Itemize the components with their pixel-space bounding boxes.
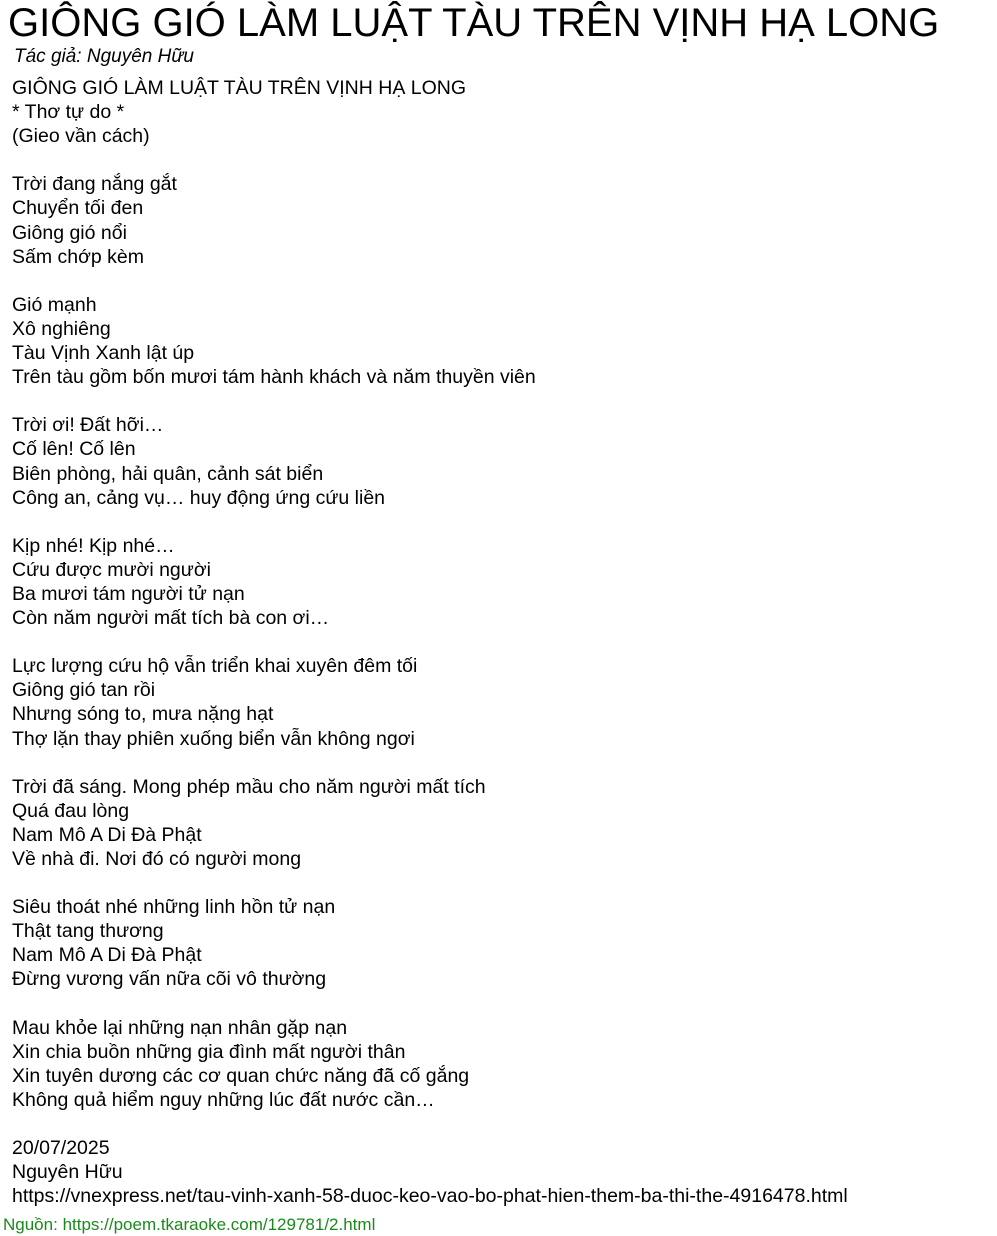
stanza-break bbox=[12, 630, 848, 654]
poem-line: Sấm chớp kèm bbox=[12, 245, 144, 268]
poem-line: Không quả hiểm nguy những lúc đất nước cần… bbox=[12, 1088, 435, 1111]
poem-line: Xin tuyên dương các cơ quan chức năng đã cố gắng bbox=[12, 1064, 470, 1087]
poem-line: Cố lên! Cố lên bbox=[12, 438, 136, 461]
poem-line: Kịp nhé! Kịp nhé… bbox=[12, 534, 175, 557]
stanza-break bbox=[12, 148, 848, 172]
author-line: Tác giả: Nguyên Hữu bbox=[14, 46, 194, 67]
poem-line: Nam Mô A Di Đà Phật bbox=[12, 823, 202, 846]
poem-line: Chuyển tối đen bbox=[12, 197, 144, 220]
poem-line: Giông gió tan rồi bbox=[12, 679, 156, 702]
poem-line: Trên tàu gồm bốn mươi tám hành khách và năm thuyền viên bbox=[12, 366, 536, 389]
stanza-break bbox=[12, 992, 848, 1016]
poem-line: Xin chia buồn những gia đình mất người thân bbox=[12, 1040, 406, 1063]
poem-body bbox=[12, 76, 848, 1208]
stanza-break bbox=[12, 1112, 848, 1136]
poem-line: Trời ơi! Đất hỡi… bbox=[12, 414, 164, 437]
stanza-break bbox=[12, 751, 848, 775]
poem-line: Cứu được mười người bbox=[12, 558, 211, 581]
poem-line: Siêu thoát nhé những linh hồn tử nạn bbox=[12, 896, 336, 919]
poem-line: Giông gió nổi bbox=[12, 221, 127, 244]
poem-line: (Gieo vần cách) bbox=[12, 125, 150, 148]
stanza-break bbox=[12, 269, 848, 293]
poem-line: Lực lượng cứu hộ vẫn triển khai xuyên đêm tối bbox=[12, 655, 418, 678]
source-link[interactable]: https://poem.tkaraoke.com/129781/2.html bbox=[62, 1215, 376, 1234]
stanza-break bbox=[12, 871, 848, 895]
poem-line: GIÔNG GIÓ LÀM LUẬT TÀU TRÊN VỊNH HẠ LONG bbox=[12, 77, 467, 99]
poem-line: Công an, cảng vụ… huy động ứng cứu liền bbox=[12, 486, 386, 509]
poem-line: Trời đã sáng. Mong phép mầu cho năm người mất tích bbox=[12, 775, 486, 798]
source-line bbox=[3, 1214, 375, 1236]
poem-line: Xô nghiêng bbox=[12, 317, 111, 340]
poem-line: Biên phòng, hải quân, cảnh sát biển bbox=[12, 462, 324, 485]
poem-line: Nguyên Hữu bbox=[12, 1161, 123, 1184]
poem-line: Ba mươi tám người tử nạn bbox=[12, 582, 245, 605]
stanza-break bbox=[12, 510, 848, 534]
poem-line: Về nhà đi. Nơi đó có người mong bbox=[12, 848, 302, 870]
poem-line: Gió mạnh bbox=[12, 293, 97, 316]
poem-line: Quá đau lòng bbox=[12, 799, 130, 822]
poem-line: Mau khỏe lại những nạn nhân gặp nạn bbox=[12, 1016, 348, 1039]
poem-line: Thợ lặn thay phiên xuống biển vẫn không ngơi bbox=[12, 727, 415, 750]
stanza-break bbox=[12, 389, 848, 413]
poem-line: 20/07/2025 bbox=[12, 1137, 110, 1160]
poem-line: Tàu Vịnh Xanh lật úp bbox=[12, 342, 195, 365]
poem-line: https://vnexpress.net/tau-vinh-xanh-58-duoc-keo-vao-bo-phat-hien-them-ba-thi-the-4916478.html bbox=[12, 1185, 848, 1208]
poem-line: Trời đang nắng gắt bbox=[12, 173, 177, 196]
page-title: GIÔNG GIÓ LÀM LUẬT TÀU TRÊN VỊNH HẠ LONG bbox=[8, 1, 940, 45]
poem-line: Nhưng sóng to, mưa nặng hạt bbox=[12, 703, 274, 726]
poem-line: Thật tang thương bbox=[12, 920, 164, 943]
poem-line: Còn năm người mất tích bà con ơi… bbox=[12, 607, 330, 630]
poem-line: Đừng vương vấn nữa cõi vô thường bbox=[12, 968, 327, 991]
poem-line: * Thơ tự do * bbox=[12, 101, 125, 124]
poem-line: Nam Mô A Di Đà Phật bbox=[12, 944, 202, 967]
source-label: Nguồn: bbox=[3, 1215, 58, 1234]
